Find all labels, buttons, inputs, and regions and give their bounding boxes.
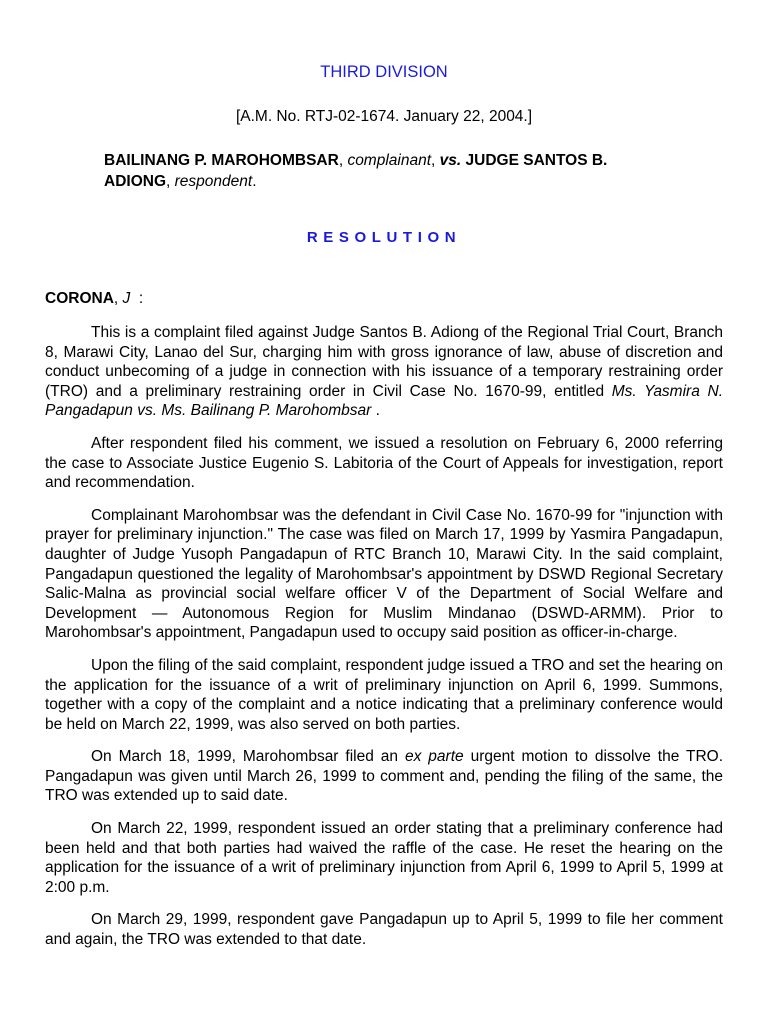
case-number: [A.M. No. RTJ-02-1674. January 22, 2004.] [235, 108, 533, 125]
paragraph: On March 18, 1999, Marohombsar filed an ex parte urgent motion to dissolve the TRO. Pangadapun was given until March 26, 1999 to comment and, pending the filing of the same, the TRO was extended up to said date. [45, 748, 723, 805]
ponente: CORONA, J : [45, 290, 144, 307]
paragraph: Complainant Marohombsar was the defendant in Civil Case No. 1670-99 for "injunction with prayer for preliminary injunction." The case was filed on March 17, 1999 by Yasmira Pangadapun, daughter of Judge Yusoph Pangadapun of RTC Branch 10, Marawi City. In the said complaint, Pangadapun questioned the legality of Marohombsar's appointment by DSWD Regional Secretary Salic-Malna as provincial social welfare officer V of the Department of Social Welfare and Development — Autonomous Region for Muslim Mindanao (DSWD-ARMM). Prior to Marohombsar's appointment, Pangadapun used to occupy said position as officer-in-charge. [45, 506, 723, 642]
versus-label: vs. [439, 152, 462, 169]
complainant-role: complainant [347, 152, 432, 169]
paragraph: Upon the filing of the said complaint, respondent judge issued a TRO and set the hearing on the application for the issuance of a writ of preliminary injunction on April 6, 1999. Summons, together with a copy of the complaint and a notice indicating that a preliminary conference would be held on March 22, 1999, was also served on both parties. [45, 656, 723, 733]
respondent-name: JUDGE SANTOS B. ADIONG [104, 152, 608, 190]
latin-term: ex parte [404, 748, 464, 766]
case-parties: BAILINANG P. MAROHOMBSAR, complainant, vs. JUDGE SANTOS B. ADIONG, respondent. [104, 152, 608, 190]
respondent-role: respondent [174, 173, 253, 190]
paragraph: On March 29, 1999, respondent gave Pangadapun up to April 5, 1999 to file her comment and again, the TRO was extended to that date. [45, 911, 723, 949]
resolution-title: RESOLUTION [306, 229, 462, 246]
division-heading: THIRD DIVISION [320, 63, 448, 81]
paragraph: After respondent filed his comment, we issued a resolution on February 6, 2000 referring the case to Associate Justice Eugenio S. Labitoria of the Court of Appeals for investigation, report and recommendation. [45, 434, 723, 492]
resolution-body [45, 323, 723, 963]
ponente-name: CORONA [45, 290, 114, 307]
case-title: Ms. Yasmira N. Pangadapun vs. Ms. Bailinang P. Marohombsar [45, 382, 723, 420]
paragraph: This is a complaint filed against Judge Santos B. Adiong of the Regional Trial Court, Branch 8, Marawi City, Lanao del Sur, charging him with gross ignorance of law, abuse of discretion and conduct unbecoming of a judge in connection with his issuance of a temporary restraining order (TRO) and a preliminary restraining order in Civil Case No. 1670-99, entitled Ms. Yasmira N. Pangadapun vs. Ms. Bailinang P. Marohombsar . [45, 324, 723, 420]
ponente-title: J [122, 290, 131, 307]
paragraph: On March 22, 1999, respondent issued an order stating that a preliminary conference had been held and that both parties had waived the raffle of the case. He reset the hearing on the application for the issuance of a writ of preliminary injunction from April 6, 1999 to April 5, 1999 at 2:00 p.m. [45, 820, 723, 896]
complainant-name: BAILINANG P. MAROHOMBSAR [104, 152, 339, 169]
